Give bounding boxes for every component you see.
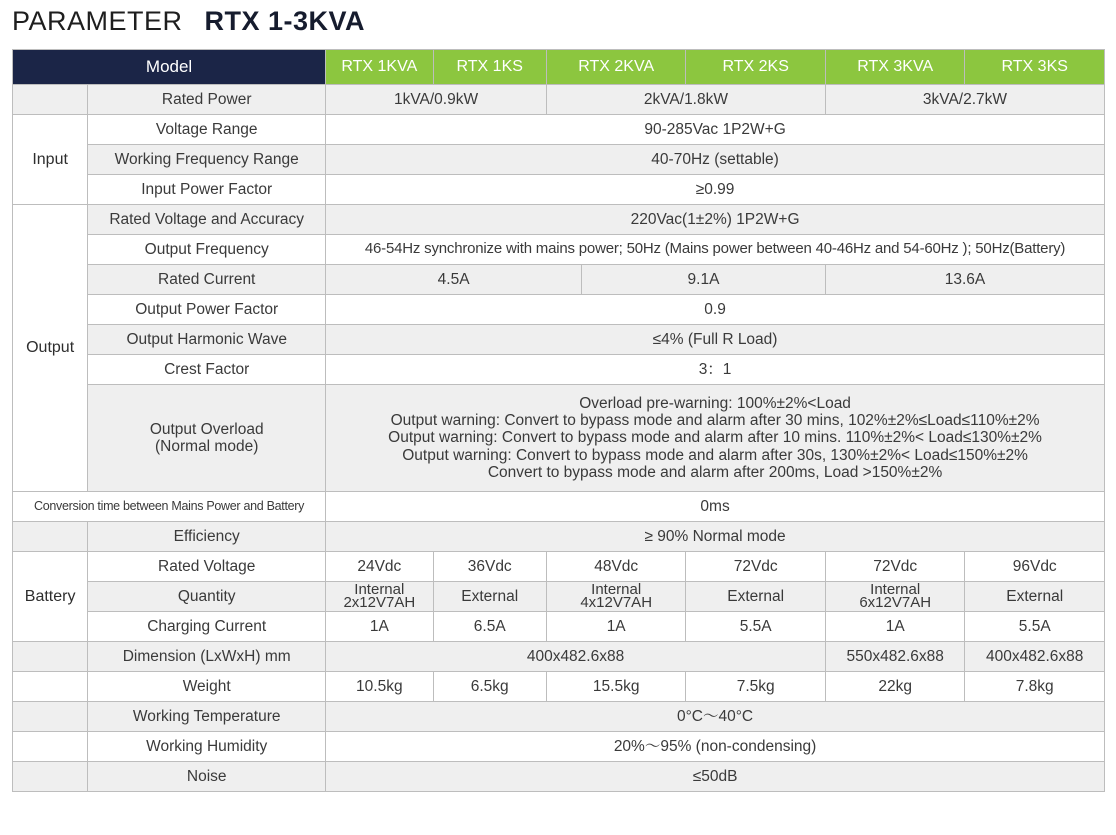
empty-cell bbox=[13, 522, 88, 552]
battery-voltage-label: Rated Voltage bbox=[88, 552, 326, 582]
rated-power-2k: 2kVA/1.8kW bbox=[546, 85, 825, 115]
page-title bbox=[12, 6, 365, 40]
output-voltage-row bbox=[13, 205, 1105, 235]
battery-quantity-value bbox=[825, 582, 965, 612]
battery-voltage-value: 36Vdc bbox=[433, 552, 546, 582]
empty-cell bbox=[13, 642, 88, 672]
output-frequency-value: 46-54Hz synchronize with mains power; 50Hz (Mains power between 40-46Hz and 54-60Hz ); 50Hz(Battery) bbox=[326, 235, 1105, 265]
rated-power-label: Rated Power bbox=[88, 85, 326, 115]
overload-line: Output warning: Convert to bypass mode and alarm after 30s, 130%±2%< Load≤150%±2% bbox=[402, 446, 1028, 464]
quantity-count: 4x12V7AH bbox=[580, 593, 653, 611]
battery-charging-label: Charging Current bbox=[88, 612, 326, 642]
model-header: Model bbox=[13, 50, 326, 85]
conversion-row bbox=[13, 492, 1105, 522]
humidity-label: Working Humidity bbox=[88, 732, 326, 762]
quantity-count: 2x12V7AH bbox=[343, 593, 416, 611]
conversion-label: Conversion time between Mains Power and Battery bbox=[13, 492, 326, 522]
weight-value: 22kg bbox=[825, 672, 965, 702]
dimension-value: 550x482.6x88 bbox=[825, 642, 965, 672]
output-pf-value: 0.9 bbox=[326, 295, 1105, 325]
empty-cell bbox=[13, 732, 88, 762]
model-rtx-1ks: RTX 1KS bbox=[433, 50, 546, 85]
input-frequency-row bbox=[13, 145, 1105, 175]
battery-charging-value: 1A bbox=[326, 612, 433, 642]
input-frequency-value: 40-70Hz (settable) bbox=[326, 145, 1105, 175]
model-rtx-3kva: RTX 3KVA bbox=[825, 50, 965, 85]
battery-charging-value: 5.5A bbox=[686, 612, 826, 642]
battery-quantity-value: External bbox=[965, 582, 1105, 612]
dimension-value: 400x482.6x88 bbox=[326, 642, 826, 672]
output-voltage-label: Rated Voltage and Accuracy bbox=[88, 205, 326, 235]
rated-current-1k: 4.5A bbox=[326, 265, 582, 295]
battery-quantity-label: Quantity bbox=[88, 582, 326, 612]
output-voltage-value: 220Vac(1±2%) 1P2W+G bbox=[326, 205, 1105, 235]
battery-voltage-value: 24Vdc bbox=[326, 552, 433, 582]
overload-label-line2: (Normal mode) bbox=[155, 438, 259, 455]
crest-factor-value: 3：1 bbox=[326, 355, 1105, 385]
rated-power-1k: 1kVA/0.9kW bbox=[326, 85, 547, 115]
input-pf-label: Input Power Factor bbox=[88, 175, 326, 205]
quantity-type: Internal bbox=[591, 581, 642, 598]
battery-voltage-value: 48Vdc bbox=[546, 552, 686, 582]
rated-current-row bbox=[13, 265, 1105, 295]
battery-quantity-value bbox=[326, 582, 433, 612]
dimension-row bbox=[13, 642, 1105, 672]
crest-factor-label: Crest Factor bbox=[88, 355, 326, 385]
input-voltage-label: Voltage Range bbox=[88, 115, 326, 145]
empty-cell bbox=[13, 672, 88, 702]
quantity-type: Internal bbox=[870, 581, 921, 598]
input-pf-value: ≥0.99 bbox=[326, 175, 1105, 205]
noise-label: Noise bbox=[88, 762, 326, 792]
battery-quantity-value: External bbox=[433, 582, 546, 612]
battery-charging-value: 1A bbox=[546, 612, 686, 642]
temperature-row bbox=[13, 702, 1105, 732]
output-frequency-label: Output Frequency bbox=[88, 235, 326, 265]
dimension-label: Dimension (LxWxH) mm bbox=[88, 642, 326, 672]
weight-value: 7.8kg bbox=[965, 672, 1105, 702]
harmonic-label: Output Harmonic Wave bbox=[88, 325, 326, 355]
rated-power-row bbox=[13, 85, 1105, 115]
input-frequency-label: Working Frequency Range bbox=[88, 145, 326, 175]
header-row bbox=[13, 50, 1105, 85]
harmonic-row bbox=[13, 325, 1105, 355]
weight-row bbox=[13, 672, 1105, 702]
overload-label-line1: Output Overload bbox=[149, 420, 264, 438]
overload-line: Convert to bypass mode and alarm after 200ms, Load >150%±2% bbox=[487, 463, 943, 481]
efficiency-value: ≥ 90% Normal mode bbox=[326, 522, 1105, 552]
temperature-value: 0°C～40°C bbox=[326, 702, 1105, 732]
quantity-type: Internal bbox=[354, 581, 405, 598]
output-group-label: Output bbox=[13, 205, 88, 492]
parameter-table bbox=[12, 49, 1105, 792]
output-frequency-row bbox=[13, 235, 1105, 265]
battery-quantity-value bbox=[546, 582, 686, 612]
dimension-value: 400x482.6x88 bbox=[965, 642, 1105, 672]
battery-quantity-row bbox=[13, 582, 1105, 612]
output-pf-label: Output Power Factor bbox=[88, 295, 326, 325]
title-model: RTX 1-3KVA bbox=[204, 6, 366, 36]
overload-line: Output warning: Convert to bypass mode and alarm after 30 mins, 102%±2%≤Load≤110%±2% bbox=[390, 412, 1040, 430]
empty-cell bbox=[13, 762, 88, 792]
efficiency-row bbox=[13, 522, 1105, 552]
weight-label: Weight bbox=[88, 672, 326, 702]
input-pf-row bbox=[13, 175, 1105, 205]
crest-factor-row bbox=[13, 355, 1105, 385]
battery-charging-value: 5.5A bbox=[965, 612, 1105, 642]
input-voltage-row bbox=[13, 115, 1105, 145]
weight-value: 10.5kg bbox=[326, 672, 433, 702]
temperature-label: Working Temperature bbox=[88, 702, 326, 732]
model-rtx-1kva: RTX 1KVA bbox=[326, 50, 433, 85]
overload-row bbox=[13, 385, 1105, 492]
quantity-count: 6x12V7AH bbox=[859, 593, 932, 611]
rated-current-3k: 13.6A bbox=[825, 265, 1104, 295]
overload-line: Output warning: Convert to bypass mode and alarm after 10 mins. 110%±2%< Load≤130%±2% bbox=[388, 429, 1042, 447]
model-rtx-2ks: RTX 2KS bbox=[686, 50, 826, 85]
model-rtx-2kva: RTX 2KVA bbox=[546, 50, 686, 85]
humidity-value: 20%～95% (non-condensing) bbox=[326, 732, 1105, 762]
efficiency-label: Efficiency bbox=[88, 522, 326, 552]
weight-value: 15.5kg bbox=[546, 672, 686, 702]
battery-charging-row bbox=[13, 612, 1105, 642]
overload-label bbox=[88, 385, 326, 492]
battery-voltage-value: 72Vdc bbox=[825, 552, 965, 582]
battery-voltage-value: 96Vdc bbox=[965, 552, 1105, 582]
battery-charging-value: 1A bbox=[825, 612, 965, 642]
noise-value: ≤50dB bbox=[326, 762, 1105, 792]
title-prefix: PARAMETER bbox=[12, 6, 183, 36]
weight-value: 7.5kg bbox=[686, 672, 826, 702]
conversion-value: 0ms bbox=[326, 492, 1105, 522]
battery-quantity-value: External bbox=[686, 582, 826, 612]
model-rtx-3ks: RTX 3KS bbox=[965, 50, 1105, 85]
humidity-row bbox=[13, 732, 1105, 762]
input-group-label: Input bbox=[13, 115, 88, 205]
battery-charging-value: 6.5A bbox=[433, 612, 546, 642]
output-pf-row bbox=[13, 295, 1105, 325]
rated-current-label: Rated Current bbox=[88, 265, 326, 295]
empty-cell bbox=[13, 702, 88, 732]
rated-power-3k: 3kVA/2.7kW bbox=[825, 85, 1104, 115]
input-voltage-value: 90-285Vac 1P2W+G bbox=[326, 115, 1105, 145]
overload-line: Overload pre-warning: 100%±2%<Load bbox=[579, 395, 851, 413]
empty-cell bbox=[13, 85, 88, 115]
noise-row bbox=[13, 762, 1105, 792]
rated-current-2k: 9.1A bbox=[582, 265, 826, 295]
overload-value bbox=[326, 385, 1105, 492]
battery-voltage-row bbox=[13, 552, 1105, 582]
battery-voltage-value: 72Vdc bbox=[686, 552, 826, 582]
battery-group-label: Battery bbox=[13, 552, 88, 642]
harmonic-value: ≤4% (Full R Load) bbox=[326, 325, 1105, 355]
weight-value: 6.5kg bbox=[433, 672, 546, 702]
